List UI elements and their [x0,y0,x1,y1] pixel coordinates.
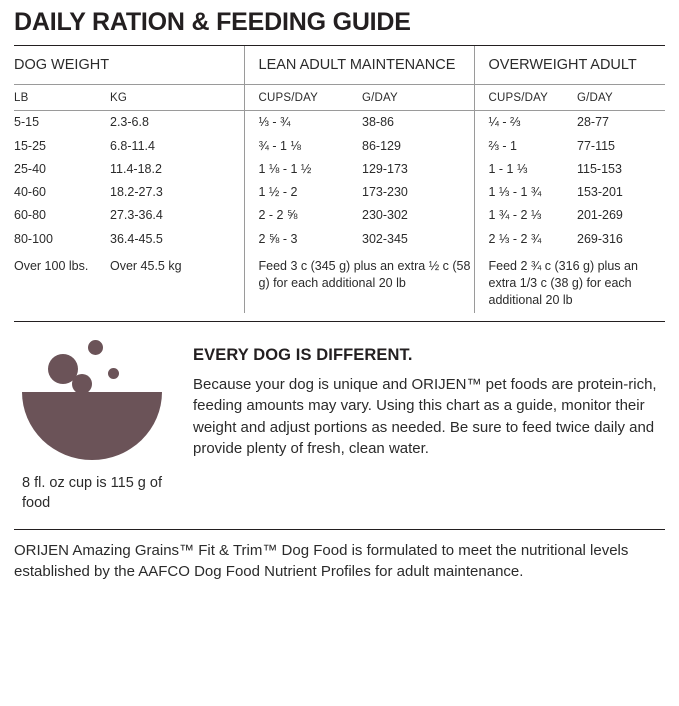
daily-ration-table [14,46,665,313]
cell-lean-extra-note: Feed 3 c (345 g) plus an extra ½ c (58 g) for each additional 20 lb [244,250,474,313]
table-row-over-100 [14,250,665,313]
cup-illustration-block [14,340,181,513]
cell-lean-grams: 173-230 [362,185,408,200]
cell-over-cups: ⅔ - 1 [474,134,577,157]
cell-lean-cups: 2 ⅝ - 3 [244,227,362,250]
cell-overweight-extra-note: Feed 2 ¾ c (316 g) plus an extra 1/3 c (38 g) for each additional 20 lb [474,250,665,313]
cell-over-grams: 77-115 [577,138,615,153]
cell-over-grams: 115-153 [577,161,622,176]
cell-over-cups: 2 ⅓ - 2 ¾ [474,227,577,250]
cup-caption: 8 fl. oz cup is 115 g of food [22,475,162,511]
cell-kg: 36.4-45.5 [110,231,163,246]
dog-bowl-icon [22,340,162,460]
cell-lean-cups: ⅓ - ¾ [244,110,362,134]
cell-kg: 6.8-11.4 [110,138,155,153]
cell-lb: 40-60 [14,185,46,200]
cell-kg: 2.3-6.8 [110,110,244,134]
aafco-statement: ORIJEN Amazing Grains™ Fit & Trim™ Dog Food is formulated to meet the nutritional levels established by the AAFCO Dog Food Nutrient Profiles for adult maintenance. [14,542,629,581]
cell-lb: 80-100 [14,231,53,246]
every-dog-body: Because your dog is unique and ORIJEN™ pet foods are protein-rich, feeding amounts may vary. Using this chart as a guide, monitor their weight and adjust portions as needed. Be sure to feed twice daily and provide plenty of fresh, clean water. [193,376,657,457]
feeding-guide-page [0,8,679,706]
subheader-lb: LB [14,84,110,110]
subheader-over-cups: CUPS/DAY [474,84,577,110]
group-header-overweight-adult: OVERWEIGHT ADULT [474,46,665,85]
cell-lean-grams: 86-129 [362,138,401,153]
subheader-lean-grams: G/DAY [362,84,474,110]
subheader-over-grams: G/DAY [577,84,665,110]
cell-over-100-lb: Over 100 lbs. [14,259,89,274]
table-row [14,157,665,180]
kibble-icon [88,340,103,355]
cell-over-cups: 1 ¾ - 2 ⅓ [474,204,577,227]
cell-lb: 5-15 [14,110,110,134]
table-row [14,134,665,157]
cell-over-grams: 269-316 [577,231,623,246]
kibble-icon [72,374,92,394]
cell-over-grams: 28-77 [577,110,665,134]
cell-over-cups: 1 - 1 ⅓ [474,157,577,180]
table-group-header-row [14,46,665,85]
group-header-dog-weight: DOG WEIGHT [14,56,110,73]
cell-over-cups: 1 ⅓ - 1 ¾ [474,181,577,204]
cell-lean-cups: 1 ½ - 2 [244,181,362,204]
cell-lb: 15-25 [14,138,46,153]
cell-lean-cups: 1 ⅛ - 1 ½ [244,157,362,180]
table-row [14,181,665,204]
cell-lean-cups: 2 - 2 ⅝ [244,204,362,227]
cell-lean-grams: 230-302 [362,208,408,223]
cell-lean-grams: 302-345 [362,231,408,246]
cell-over-100-kg: Over 45.5 kg [110,259,182,274]
cell-lean-grams: 38-86 [362,110,474,134]
table-row [14,227,665,250]
bowl-shape [22,392,162,460]
every-dog-text-block [181,340,665,513]
subheader-kg: KG [110,84,244,110]
table-row [14,110,665,134]
cell-lean-cups: ¾ - 1 ⅛ [244,134,362,157]
cell-lb: 60-80 [14,208,46,223]
cell-kg: 27.3-36.4 [110,208,163,223]
cell-kg: 11.4-18.2 [110,161,162,176]
cell-over-grams: 201-269 [577,208,623,223]
page-title: DAILY RATION & FEEDING GUIDE [14,8,411,36]
table-subheader-row [14,84,665,110]
group-header-lean-adult: LEAN ADULT MAINTENANCE [244,46,474,85]
cell-over-grams: 153-201 [577,185,623,200]
table-row [14,204,665,227]
every-dog-section [14,322,665,513]
cell-over-cups: ¼ - ⅔ [474,110,577,134]
cell-lb: 25-40 [14,161,46,176]
kibble-icon [108,368,119,379]
every-dog-heading: EVERY DOG IS DIFFERENT. [193,346,413,364]
subheader-lean-cups: CUPS/DAY [244,84,362,110]
cell-lean-grams: 129-173 [362,161,408,176]
cell-kg: 18.2-27.3 [110,185,163,200]
